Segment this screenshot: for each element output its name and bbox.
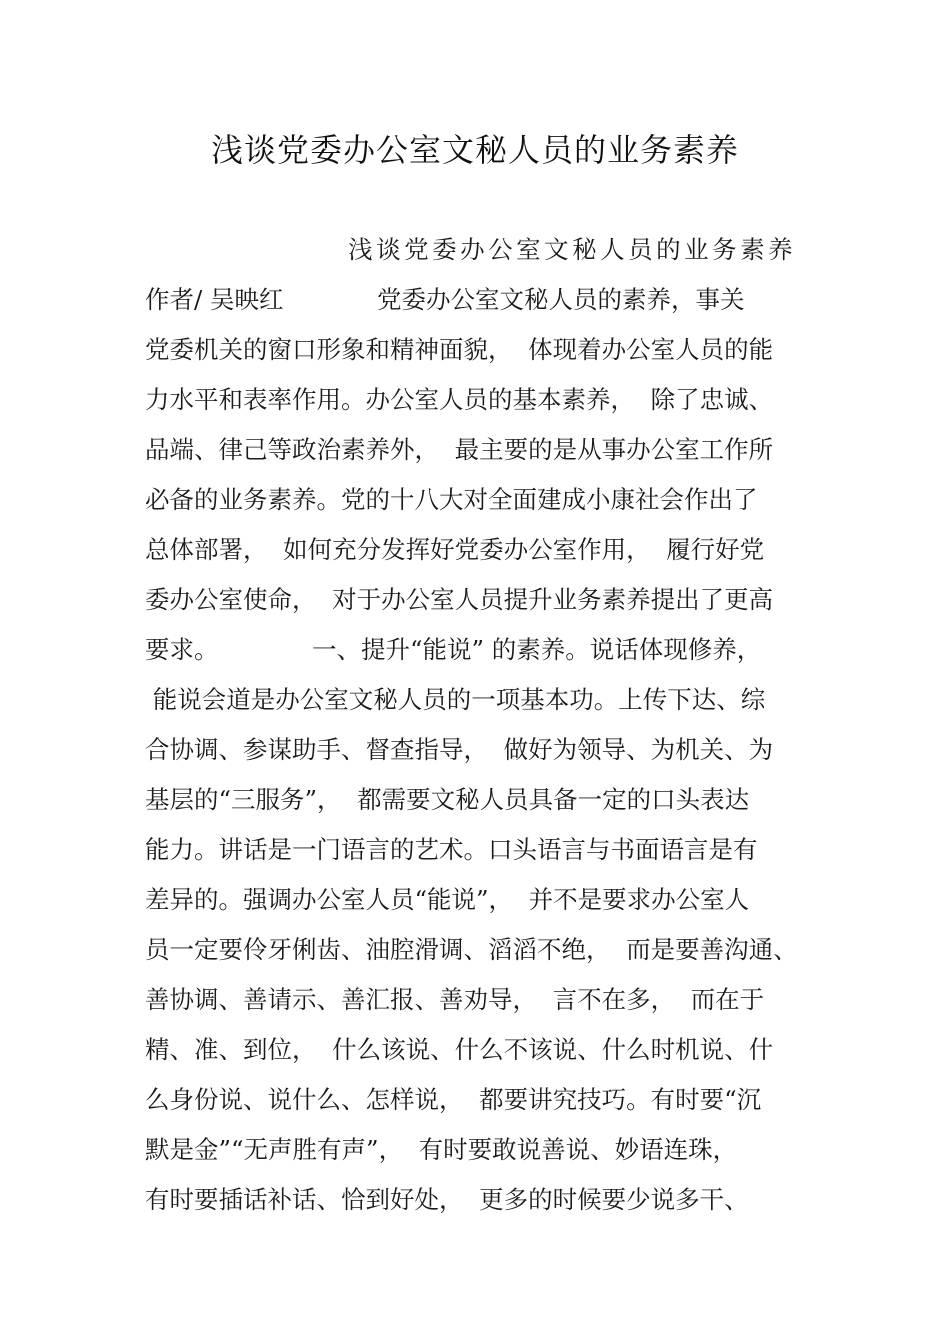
text-line: 么身份说、说什么、怎样说， 都要讲究技巧。有时要“沉 bbox=[145, 1085, 762, 1114]
text-line: 能力。讲话是一门语言的艺术。口头语言与书面语言是有 bbox=[145, 835, 758, 864]
text-line: 有时要插话补话、恰到好处， 更多的时候要少说多干、 bbox=[145, 1185, 749, 1214]
text-line: 作者/ 吴映红 党委办公室文秘人员的素养，事关 bbox=[145, 285, 745, 314]
text-line: 力水平和表率作用。办公室人员的基本素养， 除了忠诚、 bbox=[145, 385, 774, 414]
text-line: 要求。 一、提升“能说” 的素养。说话体现修养， bbox=[145, 635, 762, 664]
text-line: 品端、律己等政治素养外， 最主要的是从事办公室工作所 bbox=[145, 435, 774, 464]
text-line: 员一定要伶牙俐齿、油腔滑调、滔滔不绝， 而是要善沟通、 bbox=[145, 935, 798, 964]
text-line: 合协调、参谋助手、督查指导， 做好为领导、为机关、为 bbox=[145, 735, 774, 764]
text-line: 默是金”“无声胜有声”， 有时要敢说善说、妙语连珠， bbox=[145, 1135, 738, 1164]
document-title: 浅谈党委办公室文秘人员的业务素养 bbox=[210, 131, 739, 169]
subtitle-line: 浅谈党委办公室文秘人员的业务素养 bbox=[145, 235, 797, 264]
text-line: 能说会道是办公室文秘人员的一项基本功。上传下达、综 bbox=[145, 685, 766, 714]
text-line: 基层的“三服务”， 都需要文秘人员具备一定的口头表达 bbox=[145, 785, 750, 814]
document-body bbox=[145, 228, 845, 1228]
text-line: 差异的。强调办公室人员“能说”， 并不是要求办公室人 bbox=[145, 885, 750, 914]
text-line: 委办公室使命， 对于办公室人员提升业务素养提出了更高 bbox=[145, 585, 774, 614]
text-line: 总体部署， 如何充分发挥好党委办公室作用， 履行好党 bbox=[145, 535, 765, 564]
text-line: 善协调、善请示、善汇报、善劝导， 言不在多， 而在于 bbox=[145, 985, 765, 1014]
text-line: 精、准、到位， 什么该说、什么不该说、什么时机说、什 bbox=[145, 1035, 774, 1064]
text-line: 必备的业务素养。党的十八大对全面建成小康社会作出了 bbox=[145, 485, 758, 514]
text-line: 党委机关的窗口形象和精神面貌， 体现着办公室人员的能 bbox=[145, 335, 774, 364]
